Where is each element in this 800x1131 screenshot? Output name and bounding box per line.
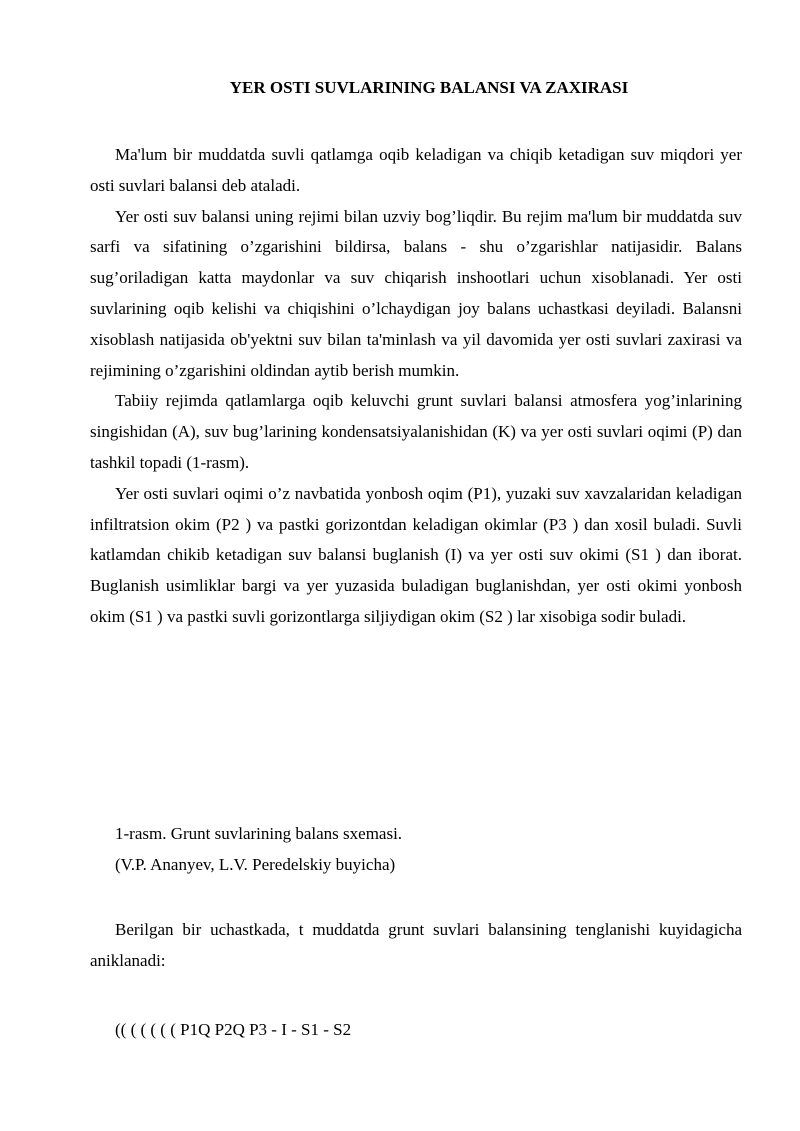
document-title: YER OSTI SUVLARINING BALANSI VA ZAXIRASI [229,78,629,97]
figure-caption [115,818,742,880]
paragraph-balance-definition: Ma'lum bir muddatda suvli qatlamga oqib keladigan va chiqib ketadigan suv miqdori yer osti suvlari balansi deb ataladi. [90,145,742,195]
figure-caption-title: 1-rasm. Grunt suvlarining balans sxemasi. [115,824,403,843]
figure-caption-source: (V.P. Ananyev, L.V. Peredelskiy buyicha) [115,855,396,874]
paragraph-balance-regime: Yer osti suv balansi uning rejimi bilan uzviy bog’liqdir. Bu rejim ma'lum bir muddatda suv sarfi va sifatining o’zgarishini bildirsa, balans - shu o’zgarishlar natijasidir. Balans sug’oriladigan katta maydonlar va suv chiqarish inshootlari uchun xisoblanadi. Yer osti suvlarining oqib kelishi va chiqishini o’lchaydigan joy balans uchastkasi deyiladi. Balansni xisoblash natijasida ob'yektni suv bilan ta'minlash va yil davomida yer osti suvlari zaxirasi va rejimining o’zgarishini oldindan aytib berish mumkin. [90,206,742,380]
paragraph-groundwater-flow: Yer osti suvlari oqimi o’z navbatida yonbosh oqim (P1), yuzaki suv xavzalaridan keladigan infiltratsion okim (P2 ) va pastki gorizontdan keladigan okimlar (P3 ) dan xosil buladi. Suvli katlamdan chikib ketadigan suv balansi buglanish (I) va yer osti suv okimi (S1 ) dan iborat. Buglanish usimliklar bargi va yer yuzasida buladigan buglanishdan, yer osti okimi yonbosh okim (S1 ) va pastki suvli gorizontlarga siljiydigan okim (S2 ) lar xisobiga sodir buladi. [90,483,742,626]
balance-equation: (( ( ( ( ( ( P1Q P2Q P3 - I - S1 - S2 [115,1020,352,1039]
document-body [90,140,742,633]
paragraph-equation-intro: Berilgan bir uchastkada, t muddatda grunt suvlari balansining tenglanishi kuyidagicha aniklanadi: [90,920,742,970]
paragraph-natural-regime: Tabiiy rejimda qatlamlarga oqib keluvchi grunt suvlari balansi atmosfera yog’inlarining singishidan (A), suv bug’larining kondensatsiyalanishidan (K) va yer osti suvlari oqimi (P) dan tashkil topadi (1-rasm). [90,391,742,472]
